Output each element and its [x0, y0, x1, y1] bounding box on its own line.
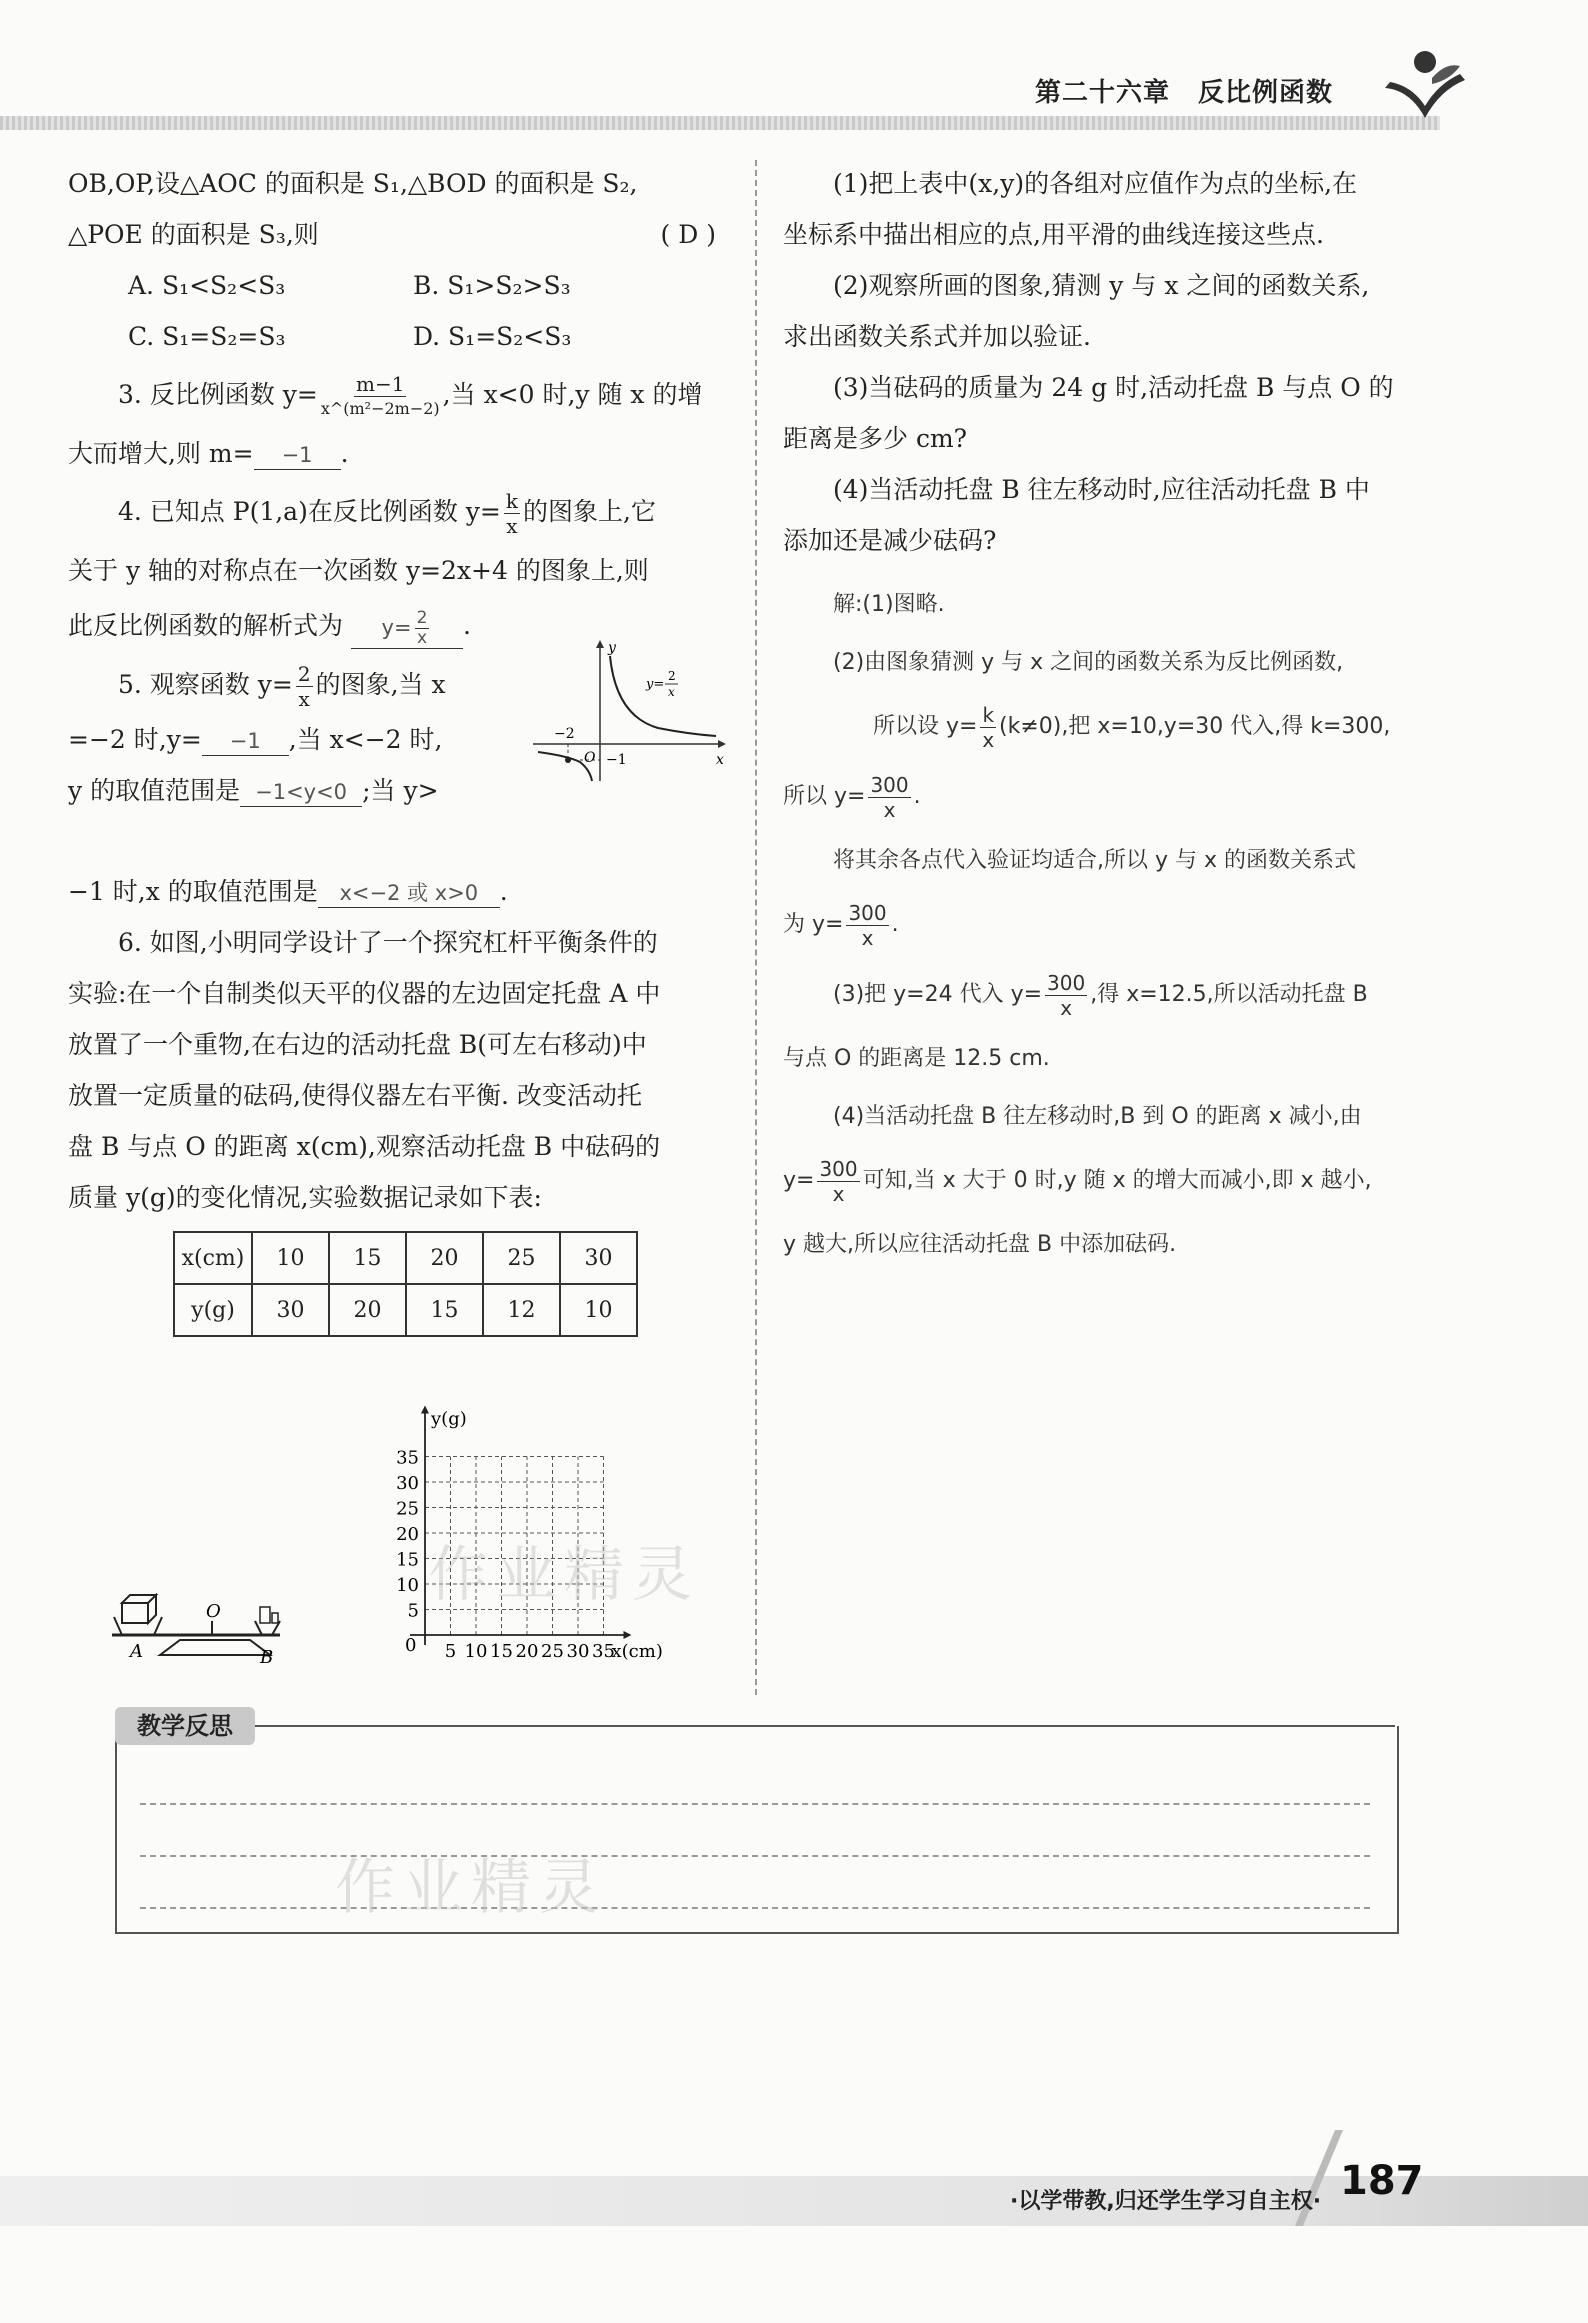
q6-sub3-line2: 距离是多少 cm?	[783, 424, 968, 453]
q5-fraction	[296, 662, 313, 711]
q4-denominator: x	[506, 514, 518, 538]
q6-figure	[100, 1385, 710, 1675]
q6-sub2-line2: 求出函数关系式并加以验证.	[783, 322, 1091, 351]
reflection-box	[115, 1726, 1399, 1934]
q4-blank-den: x	[416, 627, 427, 648]
solution-frac-300c-den: x	[1060, 995, 1073, 1020]
y-tick-label: 20	[396, 1524, 419, 1545]
y-tick-label: 15	[396, 1549, 419, 1571]
watermark-text: 作业精灵	[428, 1540, 700, 1610]
solution-line3-post: (k≠0),把 x=10,y=30 代入,得 k=300,	[999, 714, 1391, 739]
table-cell: 10	[252, 1232, 329, 1284]
q5-line3-post: ;当 y>	[362, 776, 439, 805]
q3-line1	[68, 362, 728, 428]
q3-fraction	[321, 372, 440, 421]
solution-frac-300a	[868, 773, 910, 822]
q2-option-d: D. S₁=S₂<S₃	[413, 322, 572, 351]
q6-sub1-line2: 坐标系中描出相应的点,用平滑的曲线连接这些点.	[783, 220, 1324, 249]
solution-frac-300d-den: x	[832, 1181, 845, 1206]
x-tick-label: 25	[541, 1641, 564, 1662]
solution-line7-post: ,得 x=12.5,所以活动托盘 B	[1090, 982, 1368, 1007]
solution-line1: 解:(1)图略.	[833, 592, 945, 617]
solution-line4: 所以 y= $\frac{300}{x}$ .	[783, 772, 921, 822]
q2-option-b: B. S₁>S₂>S₃	[413, 271, 571, 300]
q2-line2-text: △POE 的面积是 S₃,则	[68, 220, 319, 249]
q6-sub2-line1: (2)观察所画的图象,猜测 y 与 x 之间的函数关系,	[833, 271, 1370, 300]
q6-line5: 盘 B 与点 O 的距离 x(cm),观察活动托盘 B 中砝码的	[68, 1132, 661, 1161]
reflection-writing-line	[140, 1907, 1370, 1909]
q5-line4-pre: −1 时,x 的取值范围是	[68, 877, 318, 906]
watermark-text: 作业精灵	[335, 1853, 607, 1923]
table-row-x	[174, 1232, 637, 1284]
table-header-y: y(g)	[174, 1284, 252, 1336]
y-axis-arrow	[421, 1406, 429, 1414]
q5-line2-pre: =−2 时,y=	[68, 725, 202, 754]
table-row-y	[174, 1284, 637, 1336]
q6-line3: 放置了一个重物,在右边的活动托盘 B(可左右移动)中	[68, 1030, 647, 1059]
q5-line4: −1 时,x 的取值范围是 x<−2 或 x>0 .	[68, 877, 508, 906]
q5-blank-1: −1	[202, 727, 289, 756]
solution-line6: 为 y= $\frac{300}{x}$ .	[783, 900, 899, 950]
grid-origin-label: 0	[405, 1635, 417, 1656]
grid-y-label: y(g)	[431, 1408, 467, 1430]
q4-blank-y: y=	[381, 615, 412, 639]
header-bar	[0, 116, 1440, 130]
q5-graph-eq: y=	[646, 677, 665, 692]
q5-line2-post: ,当 x<−2 时,	[288, 725, 443, 754]
q2-option-c: C. S₁=S₂=S₃	[128, 322, 286, 351]
solution-line11: y 越大,所以应往活动托盘 B 中添加砝码.	[783, 1232, 1177, 1257]
q4-text-pre: 4. 已知点 P(1,a)在反比例函数 y=	[118, 497, 501, 526]
x-tick-label: 10	[464, 1641, 488, 1662]
q4-blank-num: 2	[416, 607, 428, 628]
q5-text-pre: 5. 观察函数 y=	[118, 670, 293, 699]
q4-line3-pre: 此反比例函数的解析式为	[68, 611, 344, 640]
q5-graph-eq-den: x	[668, 685, 675, 699]
q4-line1	[68, 479, 728, 545]
q4-text-post: 的图象上,它	[522, 497, 656, 526]
solution-frac-k-den: x	[982, 727, 995, 752]
solution-frac-300a-den: x	[883, 797, 896, 822]
q4-answer-blank	[351, 609, 463, 649]
q2-line2	[68, 209, 728, 260]
x-axis-arrow	[624, 1631, 632, 1639]
q4-numerator: k	[505, 489, 518, 513]
solution-block	[783, 576, 1443, 1274]
table-cell: 12	[483, 1284, 560, 1336]
q5-graph-neg2: −2	[554, 726, 575, 742]
q6-sub3-line1: (3)当砝码的质量为 24 g 时,活动托盘 B 与点 O 的	[833, 373, 1394, 402]
solution-frac-300d-num: 300	[819, 1156, 858, 1181]
q5-line3-pre: y 的取值范围是	[68, 776, 241, 805]
solution-line5: 将其余各点代入验证均适合,所以 y 与 x 的函数关系式	[833, 848, 1357, 873]
solution-line8: 与点 O 的距离是 12.5 cm.	[783, 1046, 1050, 1071]
lever-label-a: A	[130, 1641, 143, 1662]
table-cell: 10	[560, 1284, 637, 1336]
solution-frac-300c-num: 300	[1047, 970, 1086, 995]
table-cell: 15	[406, 1284, 483, 1336]
y-tick-label: 30	[396, 1473, 419, 1494]
q6-line2: 实验:在一个自制类似天平的仪器的左边固定托盘 A 中	[68, 979, 661, 1008]
reflection-label: 教学反思	[115, 1707, 255, 1745]
lever-label-b: B	[260, 1647, 274, 1668]
q5-text-post: 的图象,当 x	[315, 670, 446, 699]
table-cell: 30	[252, 1284, 329, 1336]
reflection-writing-line	[140, 1855, 1370, 1857]
table-cell: 25	[483, 1232, 560, 1284]
q2-option-a: A. S₁<S₂<S₃	[128, 271, 286, 300]
q4-line2: 关于 y 轴的对称点在一次函数 y=2x+4 的图象上,则	[68, 556, 649, 585]
q2-options-ab	[68, 260, 728, 311]
solution-frac-300b	[846, 901, 888, 950]
x-tick-label: 5	[444, 1641, 457, 1662]
q6-line6: 质量 y(g)的变化情况,实验数据记录如下表:	[68, 1183, 542, 1212]
q5-graph-y-label: y	[608, 640, 616, 656]
q3-numerator: m−1	[356, 372, 405, 396]
solution-line9: (4)当活动托盘 B 往左移动时,B 到 O 的距离 x 减小,由	[833, 1104, 1362, 1129]
q3-denominator: x^(m²−2m−2)	[320, 399, 440, 418]
chapter-number: 第二十六章	[1034, 78, 1170, 108]
solution-line3-pre: 所以设 y=	[873, 714, 978, 739]
table-header-x: x(cm)	[174, 1232, 252, 1284]
solution-frac-300d	[817, 1157, 859, 1206]
table-cell: 15	[329, 1232, 406, 1284]
solution-line7	[783, 960, 1443, 1030]
y-tick-label: 10	[396, 1575, 419, 1596]
chapter-title: 反比例函数	[1197, 78, 1333, 108]
solution-frac-300b-den: x	[861, 925, 874, 950]
left-column	[68, 158, 728, 1337]
solution-line10-post: 可知,当 x 大于 0 时,y 随 x 的增大而减小,即 x 越小,	[862, 1168, 1372, 1193]
x-tick-label: 30	[566, 1641, 590, 1662]
solution-line7-pre: (3)把 y=24 代入 y=	[833, 982, 1043, 1007]
table-cell: 20	[406, 1232, 483, 1284]
q5-graph-x-label: x	[716, 752, 724, 768]
x-tick-label: 20	[515, 1641, 539, 1662]
solution-frac-300b-num: 300	[848, 900, 887, 925]
grid-x-label: x(cm)	[611, 1641, 663, 1662]
q6-line1: 6. 如图,小明同学设计了一个探究杠杆平衡条件的	[118, 928, 658, 957]
column-divider	[755, 160, 757, 1695]
q5-block	[68, 640, 728, 866]
q5-blank-2: −1<y<0	[240, 778, 362, 807]
q3-answer-blank: −1	[254, 441, 341, 470]
solution-line10	[783, 1146, 1443, 1216]
y-tick-label: 5	[407, 1600, 419, 1622]
q4-fraction	[504, 489, 520, 538]
reflection-top-line	[255, 1725, 1395, 1727]
q3-line2: 大而增大,则 m= −1 .	[68, 439, 349, 468]
q5-denominator: x	[298, 687, 310, 711]
q6-sub4-line1: (4)当活动托盘 B 往左移动时,应往活动托盘 B 中	[833, 475, 1370, 504]
q4-line3: 此反比例函数的解析式为 y= $\frac{2}{x}$ .	[68, 607, 471, 648]
right-column	[783, 158, 1443, 1274]
q5-blank-3: x<−2 或 x>0	[318, 879, 500, 908]
q6-sub1-line1: (1)把上表中(x,y)的各组对应值作为点的坐标,在	[833, 169, 1358, 198]
page-number: 187	[1340, 2158, 1424, 2204]
q2-answer: ( D )	[660, 220, 716, 249]
table-cell: 30	[560, 1232, 637, 1284]
q3-text-pre: 3. 反比例函数 y=	[118, 380, 318, 409]
chapter-header	[1035, 72, 1333, 109]
x-tick-label: 15	[490, 1641, 513, 1662]
data-table	[173, 1231, 638, 1337]
q4-blank-fraction	[415, 609, 430, 648]
q5-numerator: 2	[297, 662, 311, 686]
solution-line3	[783, 692, 1443, 762]
solution-frac-300a-num: 300	[870, 772, 909, 797]
solution-line10-pre: y=	[783, 1168, 815, 1193]
q6-line4: 放置一定质量的砝码,使得仪器左右平衡. 改变活动托	[68, 1081, 642, 1110]
coordinate-grid	[396, 1406, 663, 1663]
q5-graph-neg1: −1	[606, 752, 627, 768]
solution-frac-k-num: k	[982, 702, 995, 727]
q3-line2-pre: 大而增大,则 m=	[68, 439, 254, 468]
reflection-writing-line	[140, 1803, 1370, 1805]
q2-line1: OB,OP,设△AOC 的面积是 S₁,△BOD 的面积是 S₂,	[68, 169, 638, 198]
y-tick-label: 35	[396, 1447, 419, 1469]
q5-graph-origin: O	[584, 750, 596, 766]
q2-options-cd	[68, 311, 728, 362]
solution-frac-k	[980, 703, 996, 752]
book-logo-icon	[1380, 40, 1470, 130]
solution-line4-pre: 所以 y=	[783, 784, 866, 809]
lever-label-o: O	[206, 1601, 221, 1622]
y-tick-label: 25	[396, 1498, 419, 1520]
q5-graph-eq-num: 2	[668, 669, 676, 683]
solution-line6-pre: 为 y=	[783, 912, 844, 937]
solution-frac-300c	[1045, 971, 1087, 1020]
solution-line2: (2)由图象猜测 y 与 x 之间的函数关系为反比例函数,	[833, 650, 1344, 675]
q3-text-post: ,当 x<0 时,y 随 x 的增	[442, 380, 703, 409]
q5-graph	[528, 636, 728, 786]
table-cell: 20	[329, 1284, 406, 1336]
footer-motto: ·以学带教,归还学生学习自主权·	[1010, 2189, 1322, 2214]
lever-apparatus	[112, 1595, 280, 1668]
q6-sub4-line2: 添加还是减少砝码?	[783, 526, 997, 555]
x-tick-label: 35	[592, 1641, 615, 1662]
